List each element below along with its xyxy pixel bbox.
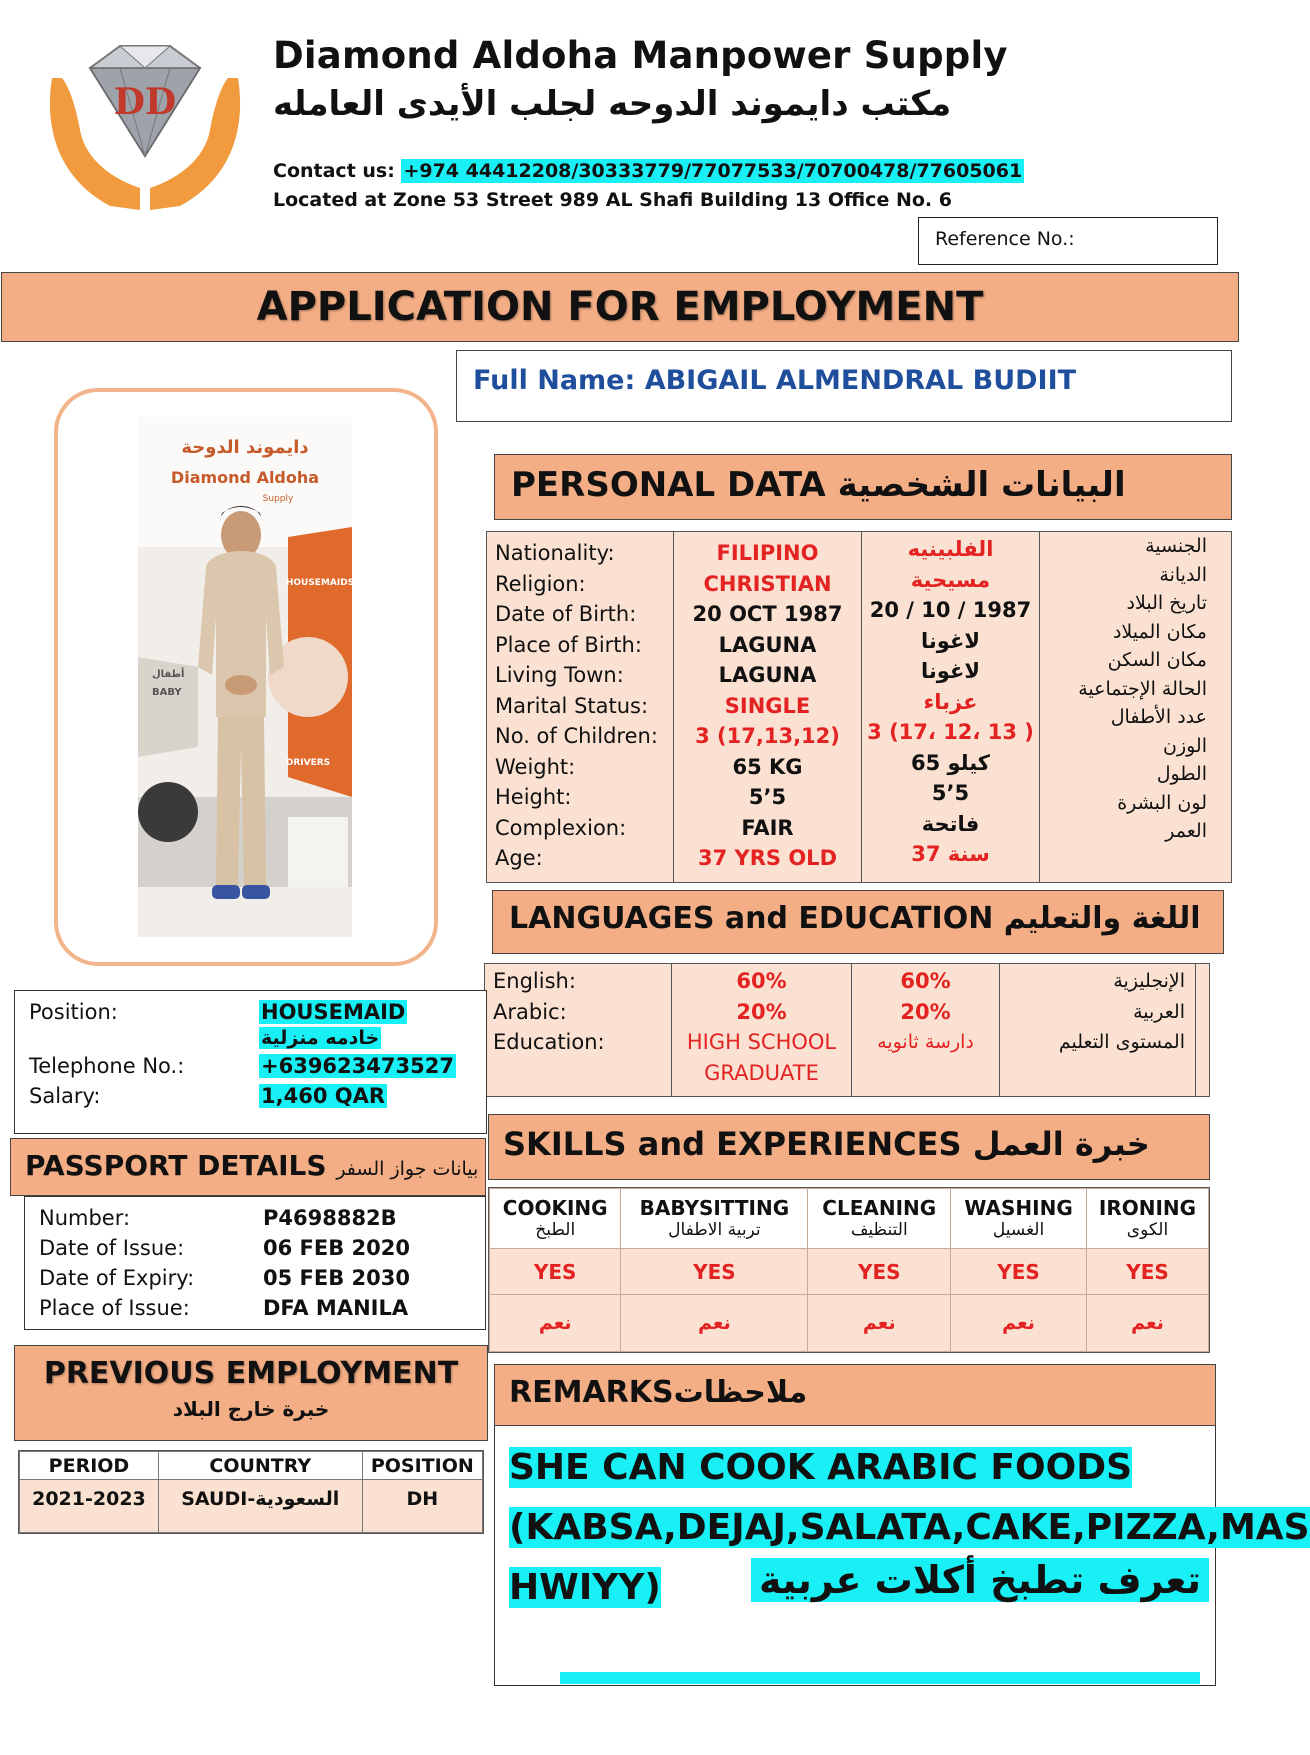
position-value-ar: خادمه منزلية (261, 1027, 380, 1049)
label-height: Height: (495, 785, 572, 809)
skills-table (488, 1187, 1210, 1353)
salary-value: 1,460 QAR (261, 1084, 386, 1108)
banner-side-ar: أطفال (152, 669, 185, 680)
value-children: 3 (17,13,12) (695, 724, 840, 748)
col-period: PERIOD (20, 1452, 159, 1480)
skill-washing-yes-ar: نعم (951, 1295, 1087, 1352)
languages-values-ar (851, 964, 999, 1096)
label-children: No. of Children: (495, 724, 658, 748)
contact-label: Contact us: (273, 160, 402, 182)
passport-number-label: Number: (39, 1206, 131, 1230)
value-ar-religion: مسيحية (910, 567, 991, 592)
passport-header-ar: بيانات جواز السفر (336, 1158, 479, 1180)
value-arabic: 20% (736, 999, 787, 1024)
value-date-of-birth: 20 OCT 1987 (692, 602, 843, 626)
salary-label: Salary: (29, 1084, 101, 1108)
passport-place-label: Place of Issue: (39, 1296, 190, 1320)
passport-place-value: DFA MANILA (263, 1296, 409, 1320)
value-ar-complexion: فاتحة (921, 811, 980, 836)
reference-number-box[interactable] (918, 217, 1218, 265)
skill-washing-yes: YES (951, 1249, 1087, 1295)
passport-issue-value: 06 FEB 2020 (263, 1236, 410, 1260)
prev-country: SAUDI-السعودية (158, 1480, 362, 1533)
value-weight: 65 KG (732, 754, 803, 779)
remarks-line-1: SHE CAN COOK ARABIC FOODS (509, 1447, 1133, 1488)
passport-expiry-label: Date of Expiry: (39, 1266, 195, 1290)
value-ar-education: دارسة ثانويه (877, 1031, 974, 1053)
value-ar-marital-status: عزباء (923, 689, 978, 714)
value-marital-status: SINGLE (724, 693, 811, 718)
value-ar-place-of-birth: لاغونا (921, 628, 980, 653)
personal-values-en (673, 532, 861, 882)
label-weight: Weight: (495, 754, 576, 779)
languages-table (484, 963, 1210, 1097)
label-ar-complexion: لون البشرة (1117, 791, 1207, 814)
skill-cleaning-yes: YES (808, 1249, 951, 1295)
value-ar-arabic: 20% (900, 999, 951, 1024)
personal-labels-ar (1039, 532, 1215, 882)
remarks-line-2: (KABSA,DEJAJ,SALATA,CAKE,PIZZA,MAS (509, 1507, 1310, 1548)
prev-position: DH (362, 1480, 482, 1533)
passport-issue-label: Date of Issue: (39, 1236, 185, 1260)
remarks-line-3: HWIYY) (509, 1567, 661, 1608)
languages-labels-ar (999, 964, 1195, 1096)
passport-expiry-value: 05 FEB 2030 (263, 1266, 410, 1290)
value-ar-weight: 65 كيلو (910, 750, 991, 775)
personal-data-table (486, 531, 1232, 883)
label-english: English: (493, 969, 576, 993)
skill-cooking-yes-ar: نعم (490, 1295, 621, 1352)
prev-period: 2021-2023 (20, 1480, 159, 1533)
banner-arabic: دايموند الدوحة (181, 437, 309, 458)
full-name: Full Name: ABIGAIL ALMENDRAL BUDIIT (456, 350, 1232, 422)
label-ar-education: المستوى التعليم (1058, 1031, 1185, 1053)
office-address: Located at Zone 53 Street 989 AL Shafi Building 13 Office No. 6 (273, 189, 952, 211)
label-arabic: Arabic: (493, 999, 567, 1024)
value-ar-living-town: لاغونا (921, 659, 980, 683)
value-ar-date-of-birth: 20 / 10 / 1987 (869, 598, 1032, 622)
skill-ironing-yes-ar: نعم (1087, 1295, 1209, 1352)
banner-sub: Supply (262, 494, 294, 504)
value-complexion: FAIR (741, 815, 794, 840)
label-ar-arabic: العربية (1133, 1000, 1185, 1023)
label-ar-place-of-birth: مكان الميلاد (1112, 620, 1207, 643)
label-age: Age: (495, 846, 543, 870)
label-ar-english: الإنجليزية (1113, 970, 1185, 992)
label-ar-age: العمر (1165, 820, 1207, 842)
languages-values-en (671, 964, 851, 1096)
value-living-town: LAGUNA (718, 663, 817, 687)
skill-babysitting: BABYSITTING تربية الاطفال (621, 1189, 808, 1249)
personal-labels-en (495, 532, 673, 882)
value-place-of-birth: LAGUNA (718, 632, 817, 657)
contact-numbers[interactable]: +974 44412208/30333779/77077533/70700478/77605061 (403, 160, 1023, 182)
value-ar-children: 3 (17، 12، 13 ) (867, 720, 1034, 744)
banner-english: Diamond Aldoha (170, 468, 320, 487)
banner-side-en: BABY (152, 687, 182, 698)
skill-babysitting-yes: YES (621, 1249, 808, 1295)
label-ar-religion: الديانة (1159, 563, 1207, 586)
company-logo (40, 38, 250, 216)
label-nationality: Nationality: (495, 541, 615, 565)
skill-ironing: IRONING الكوى (1087, 1189, 1209, 1249)
skill-washing: WASHING الغسيل (951, 1189, 1087, 1249)
position-label: Position: (29, 1000, 118, 1024)
passport-header (10, 1138, 486, 1196)
position-box (14, 990, 487, 1134)
value-ar-english: 60% (900, 969, 951, 993)
value-education: HIGH SCHOOL (686, 1030, 837, 1054)
skill-cleaning: CLEANING التنظيف (808, 1189, 951, 1249)
banner-bottom-label: DRIVERS (285, 758, 331, 768)
skill-cleaning-yes-ar: نعم (808, 1295, 951, 1352)
skills-header: SKILLS and EXPERIENCES خبرة العمل (488, 1114, 1210, 1180)
skill-cooking-yes: YES (490, 1249, 621, 1295)
languages-header: LANGUAGES and EDUCATION اللغة والتعليم (492, 890, 1224, 954)
value-ar-height: 5’5 (931, 781, 970, 805)
label-religion: Religion: (495, 571, 586, 596)
value-education-cont: GRADUATE (704, 1060, 819, 1085)
skill-cooking: COOKING الطبخ (490, 1189, 621, 1249)
label-education: Education: (493, 1030, 605, 1054)
application-title: APPLICATION FOR EMPLOYMENT (1, 272, 1239, 342)
applicant-photo (138, 417, 355, 937)
value-age: 37 YRS OLD (697, 846, 837, 870)
label-date-of-birth: Date of Birth: (495, 602, 637, 626)
label-place-of-birth: Place of Birth: (495, 632, 642, 657)
label-complexion: Complexion: (495, 815, 627, 840)
skill-ironing-yes: YES (1087, 1249, 1209, 1295)
label-ar-nationality: الجنسية (1145, 535, 1207, 557)
personal-data-header: PERSONAL DATA البيانات الشخصية (494, 454, 1232, 520)
value-english: 60% (736, 969, 787, 993)
languages-labels-en (493, 964, 671, 1096)
col-position: POSITION (362, 1452, 482, 1480)
banner-side-label: HOUSEMAIDS (285, 578, 355, 588)
value-height: 5’5 (748, 785, 787, 809)
passport-details (24, 1196, 486, 1330)
value-ar-age: 37 سنة (911, 842, 990, 866)
company-name-en: Diamond Aldoha Manpower Supply (273, 34, 1008, 77)
reference-label: Reference No.: (935, 228, 1075, 250)
previous-employment-header (14, 1345, 488, 1441)
remarks-header: REMARKSملاحظات (494, 1364, 1216, 1426)
telephone-value[interactable]: +639623473527 (261, 1054, 454, 1078)
personal-values-ar (861, 532, 1039, 882)
company-name-ar: مكتب دايموند الدوحه لجلب الأيدى العامله (273, 84, 952, 124)
label-ar-children: عدد الأطفال (1110, 706, 1207, 728)
table-row (20, 1480, 483, 1533)
contact-line (273, 160, 1024, 182)
logo-letters: DD (113, 81, 177, 123)
value-religion: CHRISTIAN (703, 571, 832, 596)
passport-header-en: PASSPORT DETAILS (25, 1149, 327, 1182)
previous-employment-table (18, 1450, 484, 1534)
value-ar-nationality: الفلبينيه (907, 537, 994, 561)
skill-babysitting-yes-ar: نعم (621, 1295, 808, 1352)
languages-right-edge (1195, 964, 1209, 1096)
label-ar-height: الطول (1156, 763, 1207, 785)
remarks-box (494, 1426, 1310, 1686)
passport-number-value: P4698882B (263, 1206, 397, 1230)
previous-employment-title-ar: خبرة خارج البلاد (172, 1397, 330, 1421)
label-ar-weight: الوزن (1162, 734, 1207, 757)
telephone-label: Telephone No.: (29, 1054, 185, 1078)
label-ar-marital-status: الحالة الإجتماعية (1078, 677, 1207, 700)
label-ar-date-of-birth: تاريخ البلاد (1126, 592, 1207, 614)
position-value: HOUSEMAID (261, 1000, 406, 1024)
previous-employment-title-en: PREVIOUS EMPLOYMENT (43, 1356, 459, 1391)
label-ar-living-town: مكان السكن (1107, 649, 1207, 671)
value-nationality: FILIPINO (716, 541, 819, 565)
label-living-town: Living Town: (495, 663, 624, 687)
remarks-cutoff-highlight (560, 1672, 1200, 1684)
col-country: COUNTRY (158, 1452, 362, 1480)
remarks-arabic: تعرف تطبخ أكلات عربية (751, 1558, 1209, 1602)
label-marital-status: Marital Status: (495, 693, 649, 718)
